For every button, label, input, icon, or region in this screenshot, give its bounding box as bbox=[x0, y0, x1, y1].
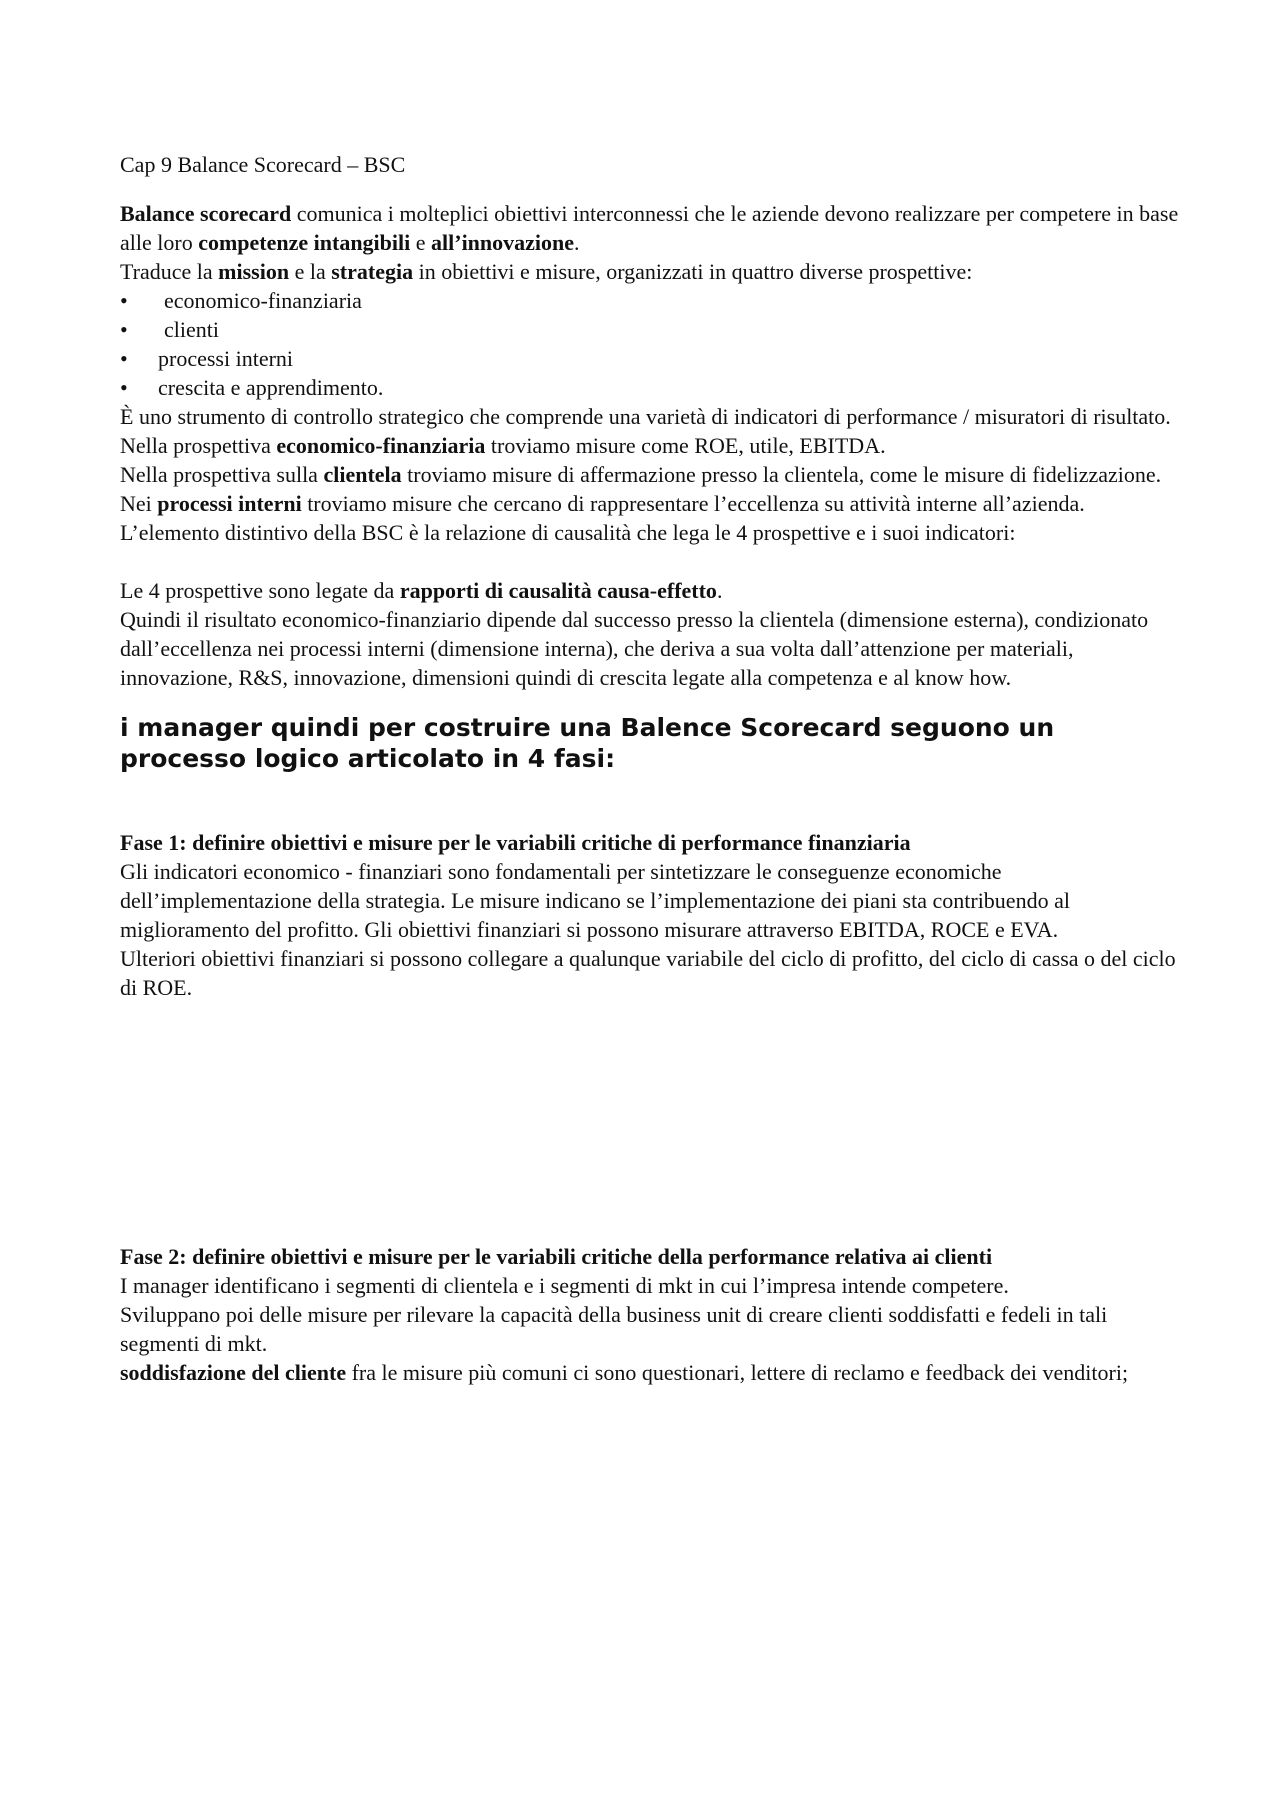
econ-bold: economico-finanziaria bbox=[276, 433, 486, 458]
perspectives-list bbox=[120, 286, 1180, 402]
fase2-paragraph-1: I manager identificano i segmenti di clientela e i segmenti di mkt in cui l’impresa intende competere. bbox=[120, 1273, 1009, 1298]
clientela-text-1: Nella prospettiva sulla bbox=[120, 462, 324, 487]
spacer bbox=[120, 1002, 1180, 1242]
intro-text-3: . bbox=[574, 230, 580, 255]
processi-paragraph bbox=[120, 489, 1180, 518]
traduce-bold-strategia: strategia bbox=[331, 259, 414, 284]
list-item bbox=[120, 286, 1180, 315]
fase2-title: Fase 2: definire obiettivi e misure per le variabili critiche della performance relativa ai clienti bbox=[120, 1244, 993, 1269]
bullet-icon: • bbox=[120, 375, 128, 400]
intro-bold-2: all’innovazione bbox=[431, 230, 575, 255]
intro-term: Balance scorecard bbox=[120, 201, 292, 226]
legate-bold: rapporti di causalità causa-effetto bbox=[399, 578, 717, 603]
clientela-bold: clientela bbox=[323, 462, 402, 487]
fase1-title: Fase 1: definire obiettivi e misure per le variabili critiche di performance finanziaria bbox=[120, 830, 911, 855]
spacer bbox=[120, 547, 1180, 576]
clientela-text-2: troviamo misure di affermazione presso la clientela, come le misure di fidelizzazione. bbox=[401, 462, 1162, 487]
legate-text-1: Le 4 prospettive sono legate da bbox=[120, 578, 400, 603]
strumento-paragraph: È uno strumento di controllo strategico che comprende una varietà di indicatori di performance / misuratori di risultato. bbox=[120, 404, 1171, 429]
list-item-text: processi interni bbox=[158, 346, 294, 371]
intro-bold-1: competenze intangibili bbox=[198, 230, 411, 255]
legate-paragraph bbox=[120, 576, 1180, 605]
list-item-text: clienti bbox=[164, 317, 219, 342]
econ-paragraph bbox=[120, 431, 1180, 460]
list-item-text: economico-finanziaria bbox=[164, 288, 362, 313]
econ-text-2: troviamo misure come ROE, utile, EBITDA. bbox=[485, 433, 886, 458]
intro-text-1: comunica i molteplici obiettivi interconnessi che le aziende devono realizzare per competere in base alle loro bbox=[120, 201, 1179, 255]
chapter-title: Cap 9 Balance Scorecard – BSC bbox=[120, 152, 406, 177]
quindi-paragraph: Quindi il risultato economico-finanziario dipende dal successo presso la clientela (dimensione esterna), condizionato dall’eccellenza nei processi interni (dimensione interna), che deriva a sua volta dall’attenzione per materiali, innovazione, R&S, innovazione, dimensioni quindi di crescita legate alla competenza e al know how. bbox=[120, 607, 1149, 690]
fase2-paragraph-3 bbox=[120, 1358, 1180, 1387]
legate-text-2: . bbox=[716, 578, 723, 603]
econ-text-1: Nella prospettiva bbox=[120, 433, 277, 458]
list-item bbox=[120, 315, 1180, 344]
fase2-paragraph-2: Sviluppano poi delle misure per rilevare la capacità della business unit di creare clienti soddisfatti e fedeli in tali segmenti di mkt. bbox=[120, 1302, 1108, 1356]
spacer bbox=[120, 774, 1180, 828]
traduce-text-3: in obiettivi e misure, organizzati in quattro diverse prospettive: bbox=[413, 259, 973, 284]
traduce-text-1: Traduce la bbox=[120, 259, 219, 284]
fase2-bold: soddisfazione del cliente bbox=[120, 1360, 347, 1385]
intro-text-2: e bbox=[410, 230, 432, 255]
section-heading: i manager quindi per costruire una Balence Scorecard seguono un processo logico articolato in 4 fasi: bbox=[120, 713, 1055, 773]
list-item-text: crescita e apprendimento. bbox=[158, 375, 384, 400]
processi-text-1: Nei bbox=[120, 491, 158, 516]
list-item bbox=[120, 373, 1180, 402]
bullet-icon: • bbox=[120, 317, 128, 342]
bullet-icon: • bbox=[120, 346, 128, 371]
processi-text-2: troviamo misure che cercano di rappresentare l’eccellenza su attività interne all’azienda. bbox=[301, 491, 1085, 516]
spacer bbox=[120, 692, 1180, 712]
intro-paragraph bbox=[120, 199, 1180, 257]
clientela-paragraph bbox=[120, 460, 1180, 489]
document-body bbox=[120, 150, 1180, 1387]
spacer bbox=[120, 179, 1180, 199]
traduce-bold-mission: mission bbox=[218, 259, 290, 284]
fase2-text: fra le misure più comuni ci sono questionari, lettere di reclamo e feedback dei venditori; bbox=[346, 1360, 1129, 1385]
traduce-paragraph bbox=[120, 257, 1180, 286]
fase1-paragraph-1: Gli indicatori economico - finanziari sono fondamentali per sintetizzare le conseguenze economiche dell’implementazione della strategia. Le misure indicano se l’implementazione dei piani sta contribuendo al miglioramento del profitto. Gli obiettivi finanziari si possono misurare attraverso EBITDA, ROCE e EVA. bbox=[120, 859, 1070, 942]
elemento-paragraph: L’elemento distintivo della BSC è la relazione di causalità che lega le 4 prospettive e i suoi indicatori: bbox=[120, 520, 1016, 545]
bullet-icon: • bbox=[120, 288, 128, 313]
fase1-paragraph-2: Ulteriori obiettivi finanziari si possono collegare a qualunque variabile del ciclo di profitto, del ciclo di cassa o del ciclo di ROE. bbox=[120, 946, 1176, 1000]
list-item bbox=[120, 344, 1180, 373]
processi-bold: processi interni bbox=[157, 491, 302, 516]
traduce-text-2: e la bbox=[289, 259, 332, 284]
